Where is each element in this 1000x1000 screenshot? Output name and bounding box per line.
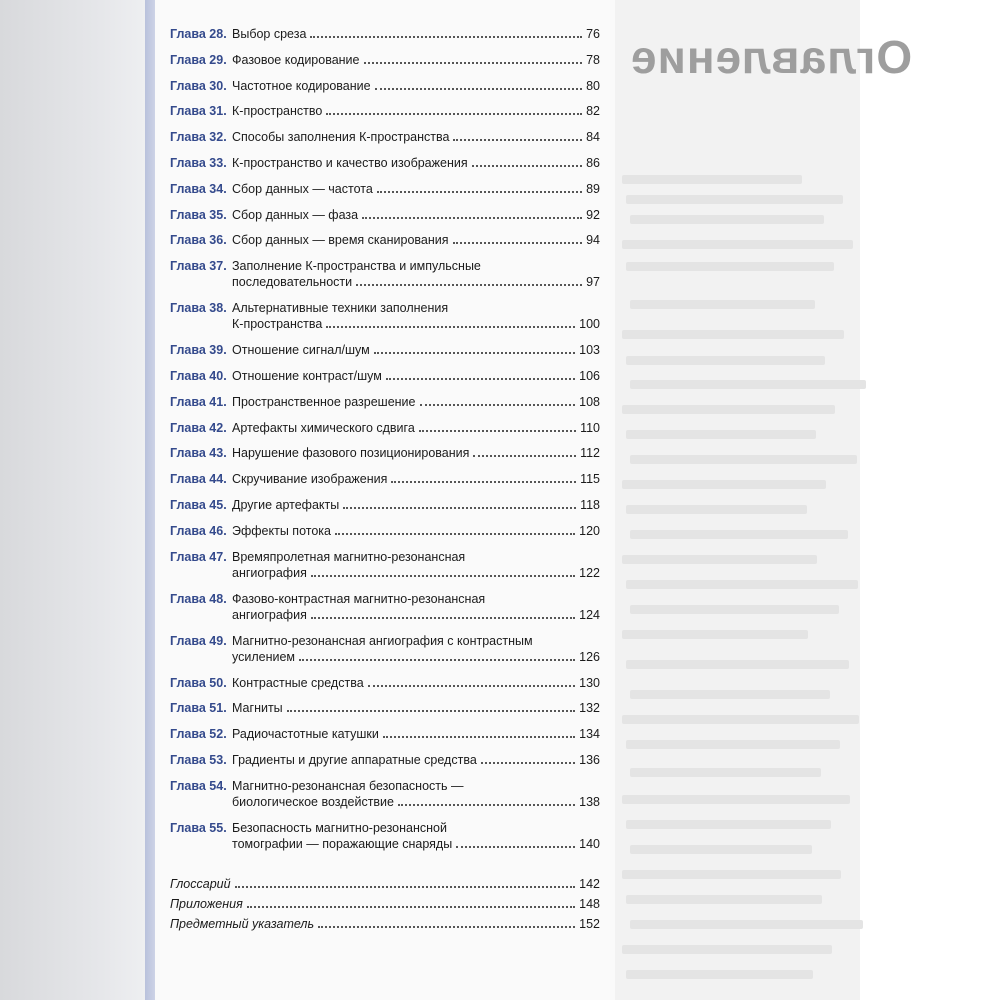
chapter-title: К-пространства [232, 317, 323, 332]
chapter-title: ангиография [232, 607, 307, 622]
show-through-line [626, 430, 816, 439]
dot-leader [356, 284, 582, 286]
page-number: 134 [579, 727, 600, 742]
toc-entry [170, 700, 600, 716]
dot-leader [364, 62, 583, 64]
chapter-number: Глава 48. [170, 591, 227, 606]
chapter-number: Глава 41. [170, 394, 227, 409]
chapter-number: Глава 46. [170, 523, 227, 538]
chapter-number: Глава 44. [170, 472, 227, 487]
show-through-line [622, 240, 853, 249]
chapter-number: Глава 30. [170, 78, 227, 93]
show-through-line [630, 215, 824, 224]
chapter-title: Сбор данных — фаза [232, 207, 359, 222]
dot-leader [472, 165, 582, 167]
chapter-title: Контрастные средства [232, 675, 364, 690]
back-matter-title: Приложения [170, 897, 243, 911]
page-number: 80 [586, 78, 600, 93]
show-through-line [630, 920, 863, 929]
page-number: 103 [579, 343, 600, 358]
chapter-title-line: Фазово-контрастная магнитно-резонансная [232, 591, 486, 606]
show-through-line [626, 195, 843, 204]
dot-leader [377, 191, 582, 193]
page-number: 152 [579, 917, 600, 931]
chapter-title: К-пространство и качество изображения [232, 156, 468, 170]
toc-entry [170, 633, 600, 665]
chapter-number: Глава 51. [170, 701, 227, 716]
chapter-title: Способы заполнения К-пространства [232, 130, 450, 145]
back-matter-title: Глоссарий [170, 877, 231, 891]
chapter-number: Глава 29. [170, 52, 227, 67]
toc-entry [170, 232, 600, 248]
page-number: 92 [586, 207, 600, 222]
chapter-title: Градиенты и другие аппаратные средства [232, 753, 477, 767]
chapter-title-line: Заполнение К-пространства и импульсные [232, 259, 481, 274]
chapter-title-line: Магнитно-резонансная безопасность — [232, 778, 464, 793]
show-through-line [622, 330, 844, 339]
dot-leader [362, 217, 582, 219]
page-number: 142 [579, 877, 600, 891]
dot-leader [311, 617, 575, 619]
chapter-number: Глава 40. [170, 369, 227, 383]
show-through-line [626, 740, 840, 749]
dot-leader [287, 710, 575, 712]
dot-leader [481, 762, 575, 764]
show-through-line [626, 505, 807, 514]
dot-leader [326, 326, 575, 328]
back-matter-entry [170, 916, 600, 932]
toc-entry [170, 445, 600, 461]
page-number: 122 [579, 565, 600, 580]
chapter-number: Глава 54. [170, 778, 227, 793]
chapter-title: Сбор данных — время сканирования [232, 233, 449, 248]
show-through-line [622, 715, 859, 724]
page-color-band [145, 0, 155, 1000]
page-number: 106 [579, 369, 600, 383]
toc-entry [170, 549, 600, 581]
dot-leader [456, 846, 575, 848]
chapter-title: Частотное кодирование [232, 78, 371, 93]
show-through-line [622, 945, 832, 954]
show-through-line [626, 580, 858, 589]
dot-leader [247, 906, 575, 908]
toc-entry [170, 752, 600, 768]
dot-leader [318, 926, 575, 928]
chapter-number: Глава 52. [170, 727, 227, 742]
dot-leader [375, 88, 583, 90]
page-number: 118 [580, 498, 600, 512]
show-through-line [622, 870, 841, 879]
dot-leader [419, 430, 576, 432]
show-through-line [626, 820, 831, 829]
dot-leader [386, 378, 575, 380]
page-number: 97 [586, 275, 600, 290]
chapter-title: Сбор данных — частота [232, 181, 373, 196]
show-through-line [630, 455, 857, 464]
show-through-line [622, 795, 850, 804]
chapter-number: Глава 36. [170, 233, 227, 248]
dot-leader [311, 575, 575, 577]
show-through-line [626, 895, 822, 904]
page-number: 110 [580, 420, 600, 435]
toc-entry [170, 26, 600, 42]
dot-leader [398, 804, 575, 806]
left-page-edge [0, 0, 145, 1000]
toc-entry [170, 181, 600, 197]
show-through-line [630, 530, 848, 539]
toc-entry [170, 523, 600, 539]
show-through-line [626, 970, 813, 979]
dot-leader [368, 685, 575, 687]
show-through-line [622, 405, 835, 414]
toc-entry [170, 103, 600, 119]
chapter-number: Глава 35. [170, 207, 227, 222]
toc-entry [170, 368, 600, 384]
dot-leader [453, 139, 582, 141]
chapter-number: Глава 49. [170, 633, 227, 648]
chapter-number: Глава 55. [170, 820, 227, 835]
dot-leader [343, 507, 576, 509]
toc-entry [170, 129, 600, 145]
chapter-number: Глава 42. [170, 420, 227, 435]
page-number: 89 [586, 181, 600, 196]
dot-leader [453, 242, 583, 244]
chapter-number: Глава 50. [170, 675, 227, 690]
toc-entry [170, 820, 600, 852]
chapter-title: Нарушение фазового позиционирования [232, 446, 470, 461]
dot-leader [383, 736, 575, 738]
back-matter-title: Предметный указатель [170, 917, 315, 931]
chapter-title: томографии — поражающие снаряды [232, 836, 453, 851]
chapter-title: К-пространство [232, 104, 323, 119]
dot-leader [299, 659, 575, 661]
page-number: 126 [579, 649, 600, 664]
right-page-edge [860, 0, 1000, 1000]
show-through-line [630, 380, 866, 389]
chapter-title: Отношение сигнал/шум [232, 343, 370, 358]
dot-leader [235, 886, 576, 888]
dot-leader [473, 455, 576, 457]
page-number: 100 [579, 317, 600, 332]
toc-entry [170, 420, 600, 436]
show-through-line [622, 175, 802, 184]
mirrored-title: Оглавление [630, 31, 913, 83]
chapter-title: Выбор среза [232, 27, 307, 41]
page-number: 140 [579, 836, 600, 851]
page-number: 148 [579, 897, 600, 911]
page-number: 120 [579, 523, 600, 538]
chapter-title: Фазовое кодирование [232, 52, 360, 67]
show-through-line [630, 845, 812, 854]
chapter-title: Артефакты химического сдвига [232, 420, 415, 435]
chapter-title: Магниты [232, 701, 283, 716]
show-through-line [622, 555, 817, 564]
page-number: 132 [579, 701, 600, 716]
dot-leader [374, 352, 575, 354]
dot-leader [326, 113, 582, 115]
chapter-number: Глава 53. [170, 753, 227, 767]
page-number: 136 [579, 753, 600, 767]
page-number: 86 [586, 156, 600, 170]
show-through-line [622, 630, 808, 639]
toc-entry [170, 394, 600, 410]
chapter-title-line: Времяпролетная магнитно-резонансная [232, 549, 466, 564]
toc-entry [170, 300, 600, 332]
show-through-line [630, 768, 821, 777]
page-number: 78 [586, 52, 600, 67]
chapter-title: Эффекты потока [232, 523, 331, 538]
show-through-line [630, 605, 839, 614]
chapter-number: Глава 43. [170, 446, 227, 461]
chapter-number: Глава 34. [170, 181, 227, 196]
chapter-title: биологическое воздействие [232, 794, 394, 809]
dot-leader [335, 533, 575, 535]
toc-entry [170, 258, 600, 290]
back-matter-entry [170, 876, 600, 892]
chapter-number: Глава 38. [170, 301, 227, 316]
toc-entry [170, 591, 600, 623]
chapter-title: последовательности [232, 275, 353, 290]
toc-entry [170, 342, 600, 358]
show-through-line [626, 356, 825, 365]
show-through-line [630, 300, 815, 309]
page-number: 76 [586, 27, 600, 41]
chapter-title-line: Альтернативные техники заполнения [232, 301, 449, 316]
page-number: 130 [579, 675, 600, 690]
toc-entry [170, 207, 600, 223]
chapter-number: Глава 37. [170, 259, 227, 274]
chapter-number: Глава 33. [170, 156, 227, 170]
page-number: 108 [579, 394, 600, 409]
chapter-title: Отношение контраст/шум [232, 369, 382, 383]
chapter-number: Глава 32. [170, 130, 227, 145]
chapter-number: Глава 47. [170, 549, 227, 564]
dot-leader [391, 481, 576, 483]
show-through-line [626, 660, 849, 669]
show-through-line [622, 480, 826, 489]
chapter-number: Глава 39. [170, 343, 227, 358]
toc-entry [170, 497, 600, 513]
chapter-title: Пространственное разрешение [232, 394, 416, 409]
page-number: 115 [580, 472, 600, 487]
chapter-title: ангиография [232, 565, 307, 580]
dot-leader [420, 404, 576, 406]
chapter-title: Радиочастотные катушки [232, 727, 379, 742]
back-matter-entry [170, 896, 600, 912]
page-number: 124 [579, 607, 600, 622]
show-through-line [630, 690, 830, 699]
page-number: 94 [586, 233, 600, 248]
chapter-title: усилением [232, 649, 296, 664]
toc-entry [170, 778, 600, 810]
page-number: 84 [586, 130, 600, 145]
chapter-title-line: Безопасность магнитно-резонансной [232, 820, 447, 835]
chapter-title: Скручивание изображения [232, 472, 388, 487]
toc-entry [170, 675, 600, 691]
page-number: 138 [579, 794, 600, 809]
chapter-number: Глава 28. [170, 27, 227, 41]
show-through-line [626, 262, 834, 271]
page-number: 112 [580, 446, 600, 461]
chapter-number: Глава 31. [170, 104, 227, 119]
chapter-title: Другие артефакты [232, 498, 340, 512]
toc-entry [170, 471, 600, 487]
page-number: 82 [586, 104, 600, 119]
toc-entry [170, 155, 600, 171]
chapter-number: Глава 45. [170, 498, 227, 512]
toc-entry [170, 52, 600, 68]
toc-entry [170, 78, 600, 94]
chapter-title-line: Магнитно-резонансная ангиография с контрастным [232, 633, 533, 648]
dot-leader [310, 36, 582, 38]
toc-entry [170, 726, 600, 742]
